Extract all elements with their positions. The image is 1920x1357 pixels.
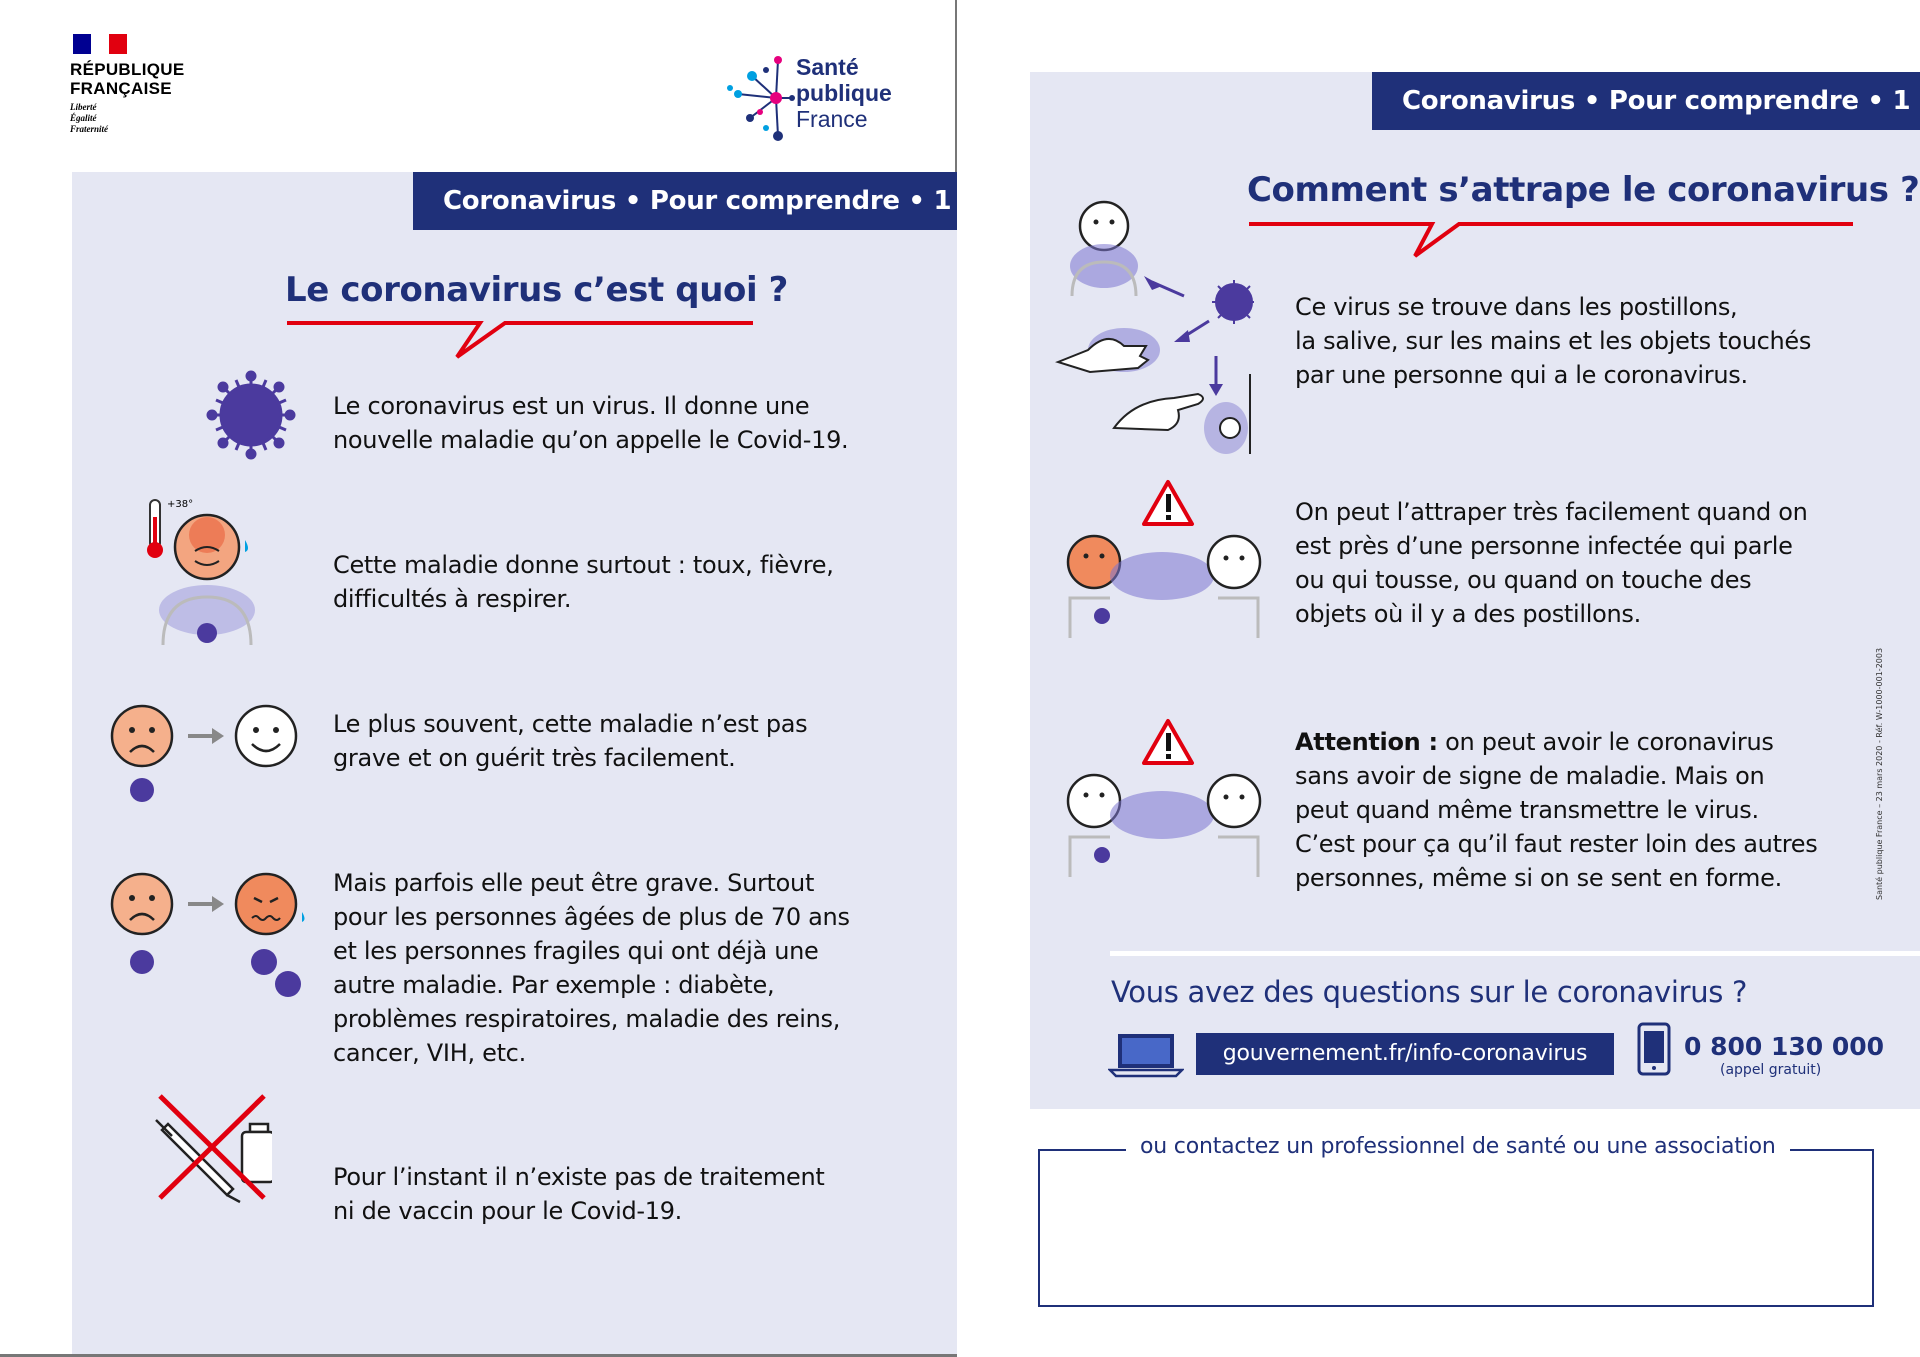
sante-publique-france-logo [726, 48, 916, 148]
info-url-link[interactable]: gouvernement.fr/info-coronavirus [1196, 1033, 1614, 1075]
text-line: nouvelle maladie qu’on appelle le Covid-19. [333, 426, 849, 454]
network-dots-icon [726, 48, 796, 148]
rf-name-line1: RÉPUBLIQUE [70, 60, 185, 79]
left-item-1-text [333, 389, 848, 457]
text-line: difficultés à respirer. [333, 585, 572, 613]
left-item-3-text [333, 707, 807, 775]
attention-lead: Attention : [1295, 728, 1438, 756]
text-line: personnes, même si on se sent en forme. [1295, 864, 1782, 892]
questions-heading: Vous avez des questions sur le coronavirus ? [1111, 975, 1748, 1009]
phone-note: (appel gratuit) [1720, 1062, 1822, 1078]
right-page-title: Comment s’attrape le coronavirus ? [1247, 170, 1920, 210]
left-page-title: Le coronavirus c’est quoi ? [285, 270, 788, 310]
contact-label: ou contactez un professionnel de santé ou une association [1126, 1134, 1790, 1159]
virus-icon [206, 370, 296, 460]
phone-number[interactable]: 0 800 130 000 [1684, 1032, 1885, 1061]
right-item-1-text [1295, 290, 1811, 392]
speech-underline-icon [1247, 218, 1855, 260]
spf-line3: France [796, 106, 868, 132]
rf-motto-liberte: Liberté [70, 102, 97, 112]
section-divider [1110, 951, 1920, 956]
text-line: Mais parfois elle peut être grave. Surtout [333, 869, 815, 897]
text-line: Le plus souvent, cette maladie n’est pas [333, 710, 808, 738]
rf-name-line2: FRANÇAISE [70, 79, 172, 98]
text-line [1295, 725, 1817, 759]
spf-line2: publique [796, 80, 892, 106]
text-line: est près d’une personne infectée qui parle [1295, 532, 1793, 560]
text-line: la salive, sur les mains et les objets touchés [1295, 327, 1812, 355]
rf-motto-fraternite: Fraternité [70, 124, 109, 134]
document-reference: Santé publique France – 23 mars 2020 - Réf. W-1000-001-2003 [1875, 647, 1884, 900]
thermometer-label: +38° [167, 499, 194, 510]
spf-line1: Santé [796, 54, 859, 80]
warning-icon [1062, 478, 1272, 648]
text-line: grave et on guérit très facilement. [333, 744, 736, 772]
text-line: Cette maladie donne surtout : toux, fièvre, [333, 551, 834, 579]
laptop-icon [1108, 1032, 1184, 1078]
text-line: par une personne qui a le coronavirus. [1295, 361, 1748, 389]
right-banner: Coronavirus • Pour comprendre • 1 [1372, 72, 1920, 130]
left-item-5-text [333, 1160, 824, 1228]
text-line: pour les personnes âgées de plus de 70 ans [333, 903, 850, 931]
text-line: sans avoir de signe de maladie. Mais on [1295, 762, 1765, 790]
left-banner: Coronavirus • Pour comprendre • 1 [413, 172, 957, 230]
french-flag-icon [73, 34, 127, 54]
text-line: cancer, VIH, etc. [333, 1039, 526, 1067]
text-line: Ce virus se trouve dans les postillons, [1295, 293, 1738, 321]
sad-to-sick-icon [108, 870, 308, 1005]
text-line: problèmes respiratoires, maladie des reins, [333, 1005, 841, 1033]
text-line: Pour l’instant il n’existe pas de traitement [333, 1163, 825, 1191]
contact-box [1038, 1149, 1874, 1307]
text-line: et les personnes fragiles qui ont déjà une [333, 937, 819, 965]
warning-icon [1062, 717, 1272, 887]
text-line: objets où il y a des postillons. [1295, 600, 1641, 628]
text-line: peut quand même transmettre le virus. [1295, 796, 1759, 824]
text-line: ou qui tousse, ou quand on touche des [1295, 566, 1752, 594]
text-line: Le coronavirus est un virus. Il donne une [333, 392, 810, 420]
left-item-2-text [333, 548, 834, 616]
transmission-icon [1054, 196, 1254, 456]
right-item-2-text [1295, 495, 1808, 631]
text-line: autre maladie. Par exemple : diabète, [333, 971, 775, 999]
left-item-4-text [333, 866, 850, 1070]
fever-person-icon [145, 495, 275, 655]
rf-motto-egalite: Égalité [70, 113, 97, 123]
republique-francaise-logo [70, 34, 230, 135]
text-line: ni de vaccin pour le Covid-19. [333, 1197, 683, 1225]
no-vaccine-icon [152, 1090, 272, 1205]
speech-underline-icon [285, 317, 755, 361]
text-span: on peut avoir le coronavirus [1437, 728, 1774, 756]
mobile-phone-icon [1636, 1022, 1672, 1076]
sad-to-happy-icon [108, 702, 300, 808]
right-item-3-text [1295, 725, 1817, 895]
text-line: On peut l’attraper très facilement quand on [1295, 498, 1808, 526]
text-line: C’est pour ça qu’il faut rester loin des autres [1295, 830, 1818, 858]
